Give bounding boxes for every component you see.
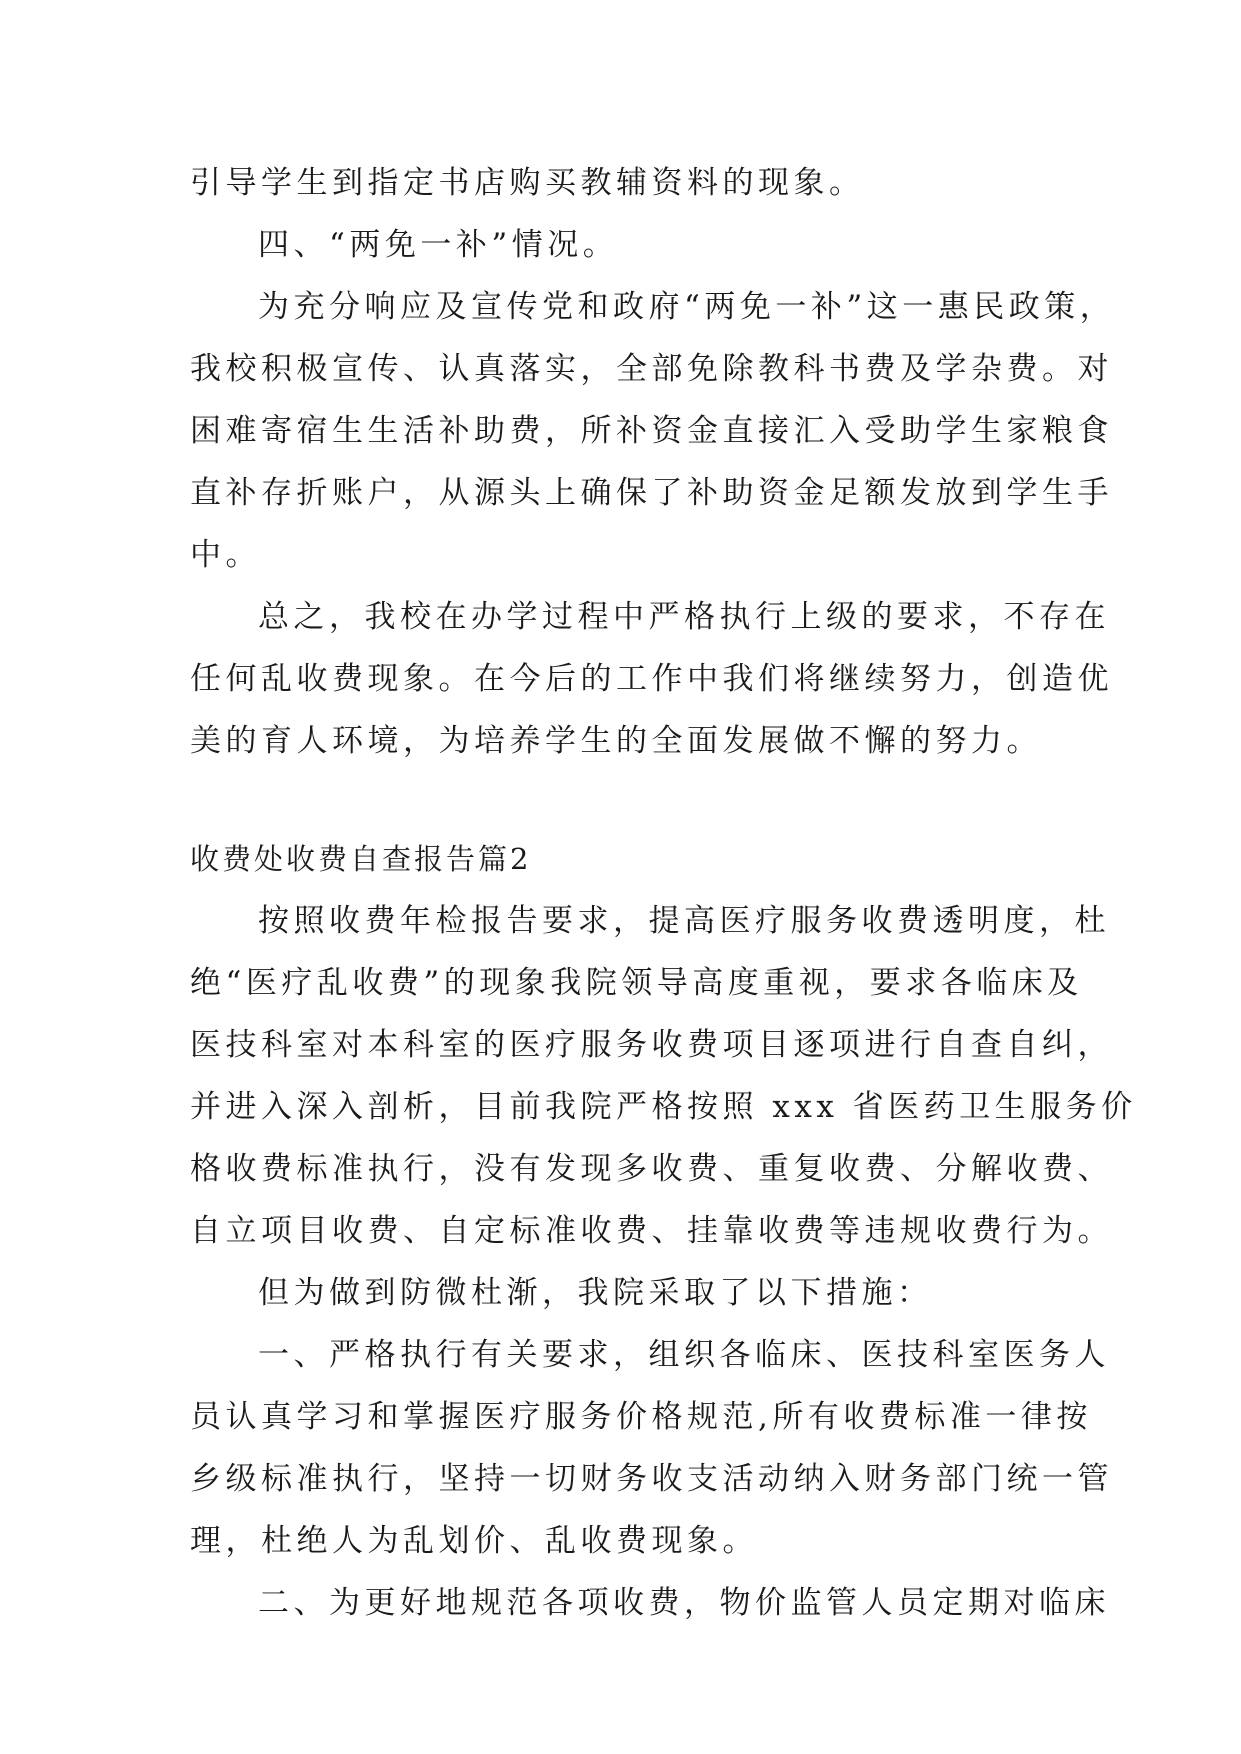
text-line: 自立项目收费、自定标准收费、挂靠收费等违规收费行为。	[190, 1213, 1113, 1249]
text-line: 美的育人环境，为培养学生的全面发展做不懈的努力。	[190, 723, 1042, 759]
text-line: 直补存折账户，从源头上确保了补助资金足额发放到学生手	[190, 475, 1113, 511]
text-line: 员认真学习和掌握医疗服务价格规范,所有收费标准一律按	[190, 1399, 1092, 1435]
section-heading-two-exemptions: 四、“两免一补”情况。	[258, 227, 619, 263]
text-line: 总之，我校在办学过程中严格执行上级的要求，不存在	[258, 599, 1110, 635]
text-line: 为充分响应及宣传党和政府“两免一补”这一惠民政策，	[258, 289, 1116, 325]
text-line: 绝“医疗乱收费”的现象我院领导高度重视，要求各临床及	[190, 965, 1083, 1001]
paragraph-gap	[190, 772, 1060, 828]
text-line: 乡级标准执行，坚持一切财务收支活动纳入财务部门统一管	[190, 1461, 1113, 1497]
text-line: 按照收费年检报告要求，提高医疗服务收费透明度，杜	[258, 903, 1110, 939]
text-line: 引导学生到指定书店购买教辅资料的现象。	[190, 165, 865, 201]
text-line: 困难寄宿生生活补助费，所补资金直接汇入受助学生家粮食	[190, 413, 1113, 449]
text-line: 一、严格执行有关要求，组织各临床、医技科室医务人	[258, 1337, 1110, 1373]
text-line: 我校积极宣传、认真落实，全部免除教科书费及学杂费。对	[190, 351, 1113, 387]
document-body	[190, 152, 1137, 1634]
text-line: 医技科室对本科室的医疗服务收费项目逐项进行自查自纠，	[190, 1027, 1113, 1063]
text-line: 但为做到防微杜渐，我院采取了以下措施：	[258, 1275, 933, 1311]
report-title: 收费处收费自查报告篇2	[190, 842, 532, 876]
text-line: 任何乱收费现象。在今后的工作中我们将继续努力，创造优	[190, 661, 1113, 697]
text-line: 并进入深入剖析，目前我院严格按照 xxx 省医药卫生服务价	[190, 1089, 1137, 1125]
text-line: 格收费标准执行，没有发现多收费、重复收费、分解收费、	[190, 1151, 1113, 1187]
text-line: 理，杜绝人为乱划价、乱收费现象。	[190, 1523, 758, 1559]
text-line: 中。	[190, 537, 261, 573]
text-line: 二、为更好地规范各项收费，物价监管人员定期对临床	[258, 1585, 1110, 1621]
